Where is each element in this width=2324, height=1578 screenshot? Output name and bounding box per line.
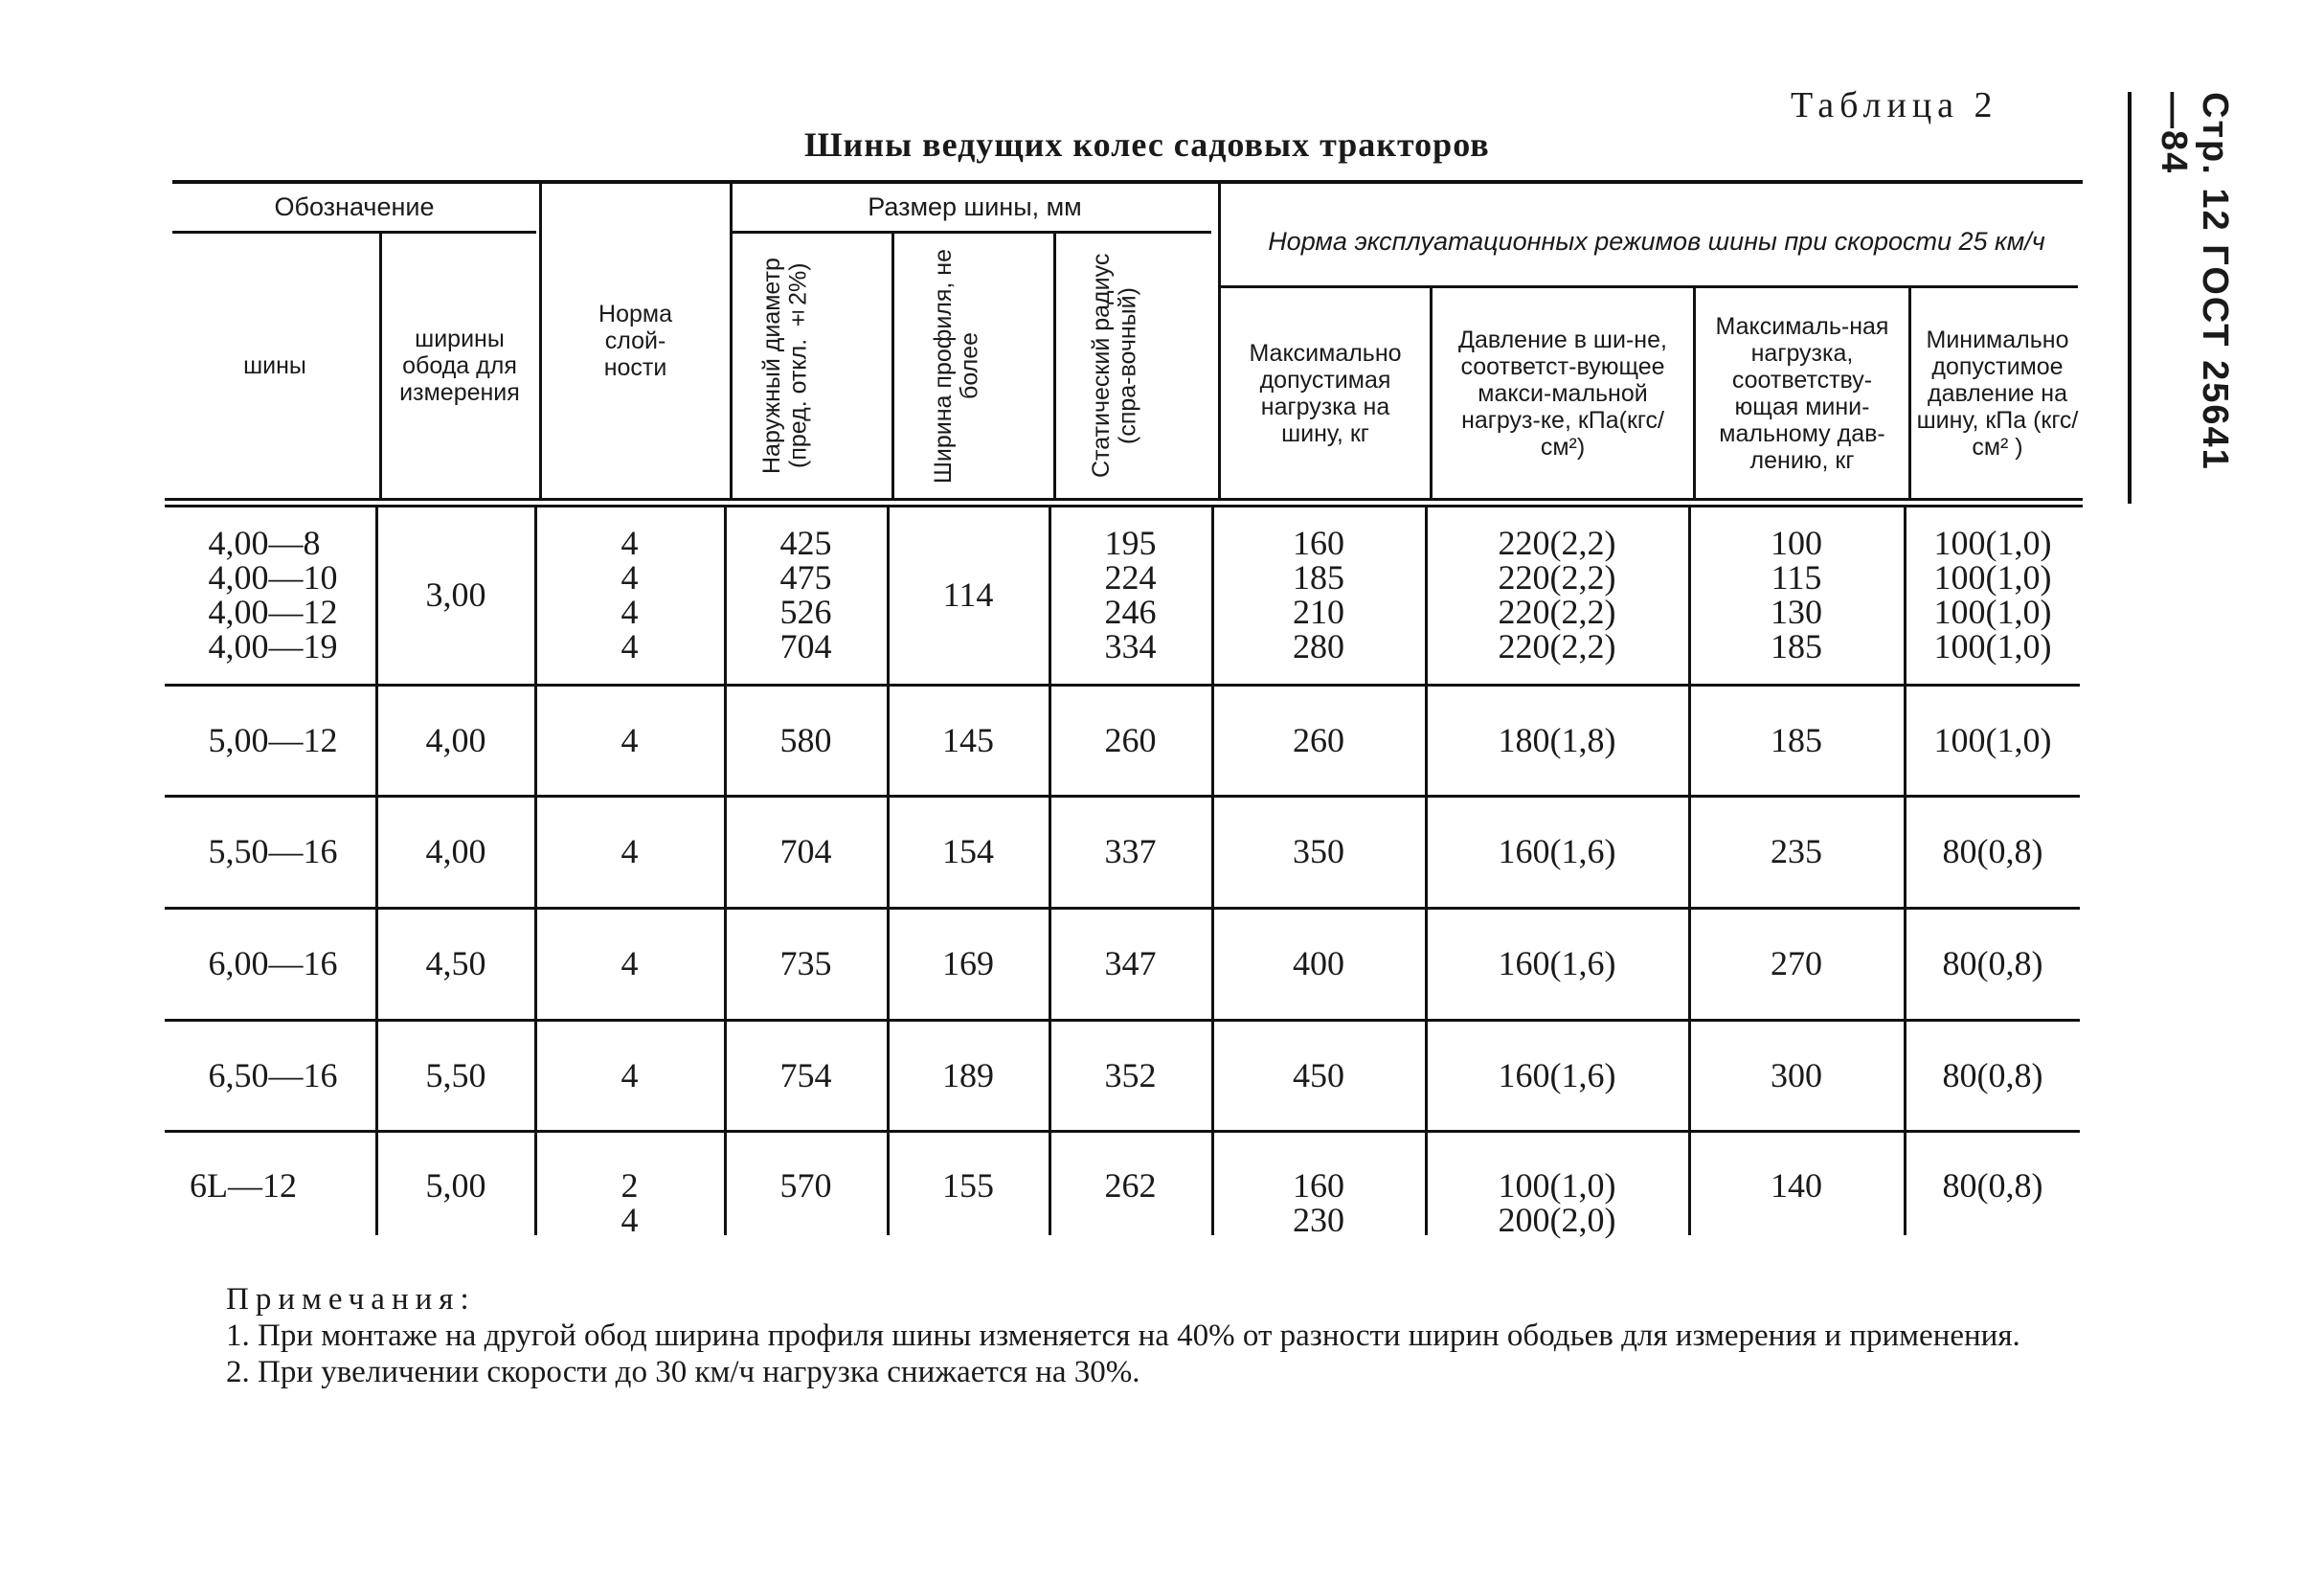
row-6-ply: 2 4 (620, 1166, 639, 1239)
row-3-pressure: 160(1,6) (1498, 832, 1616, 870)
row-6-pressure: 100(1,0) 200(2,0) (1498, 1166, 1616, 1239)
header-norma-rezhimov: Норма эксплуатационных режимов шины при скорости 25 км/ч (1268, 226, 2045, 256)
row-4-width: 169 (942, 944, 994, 982)
row-6-rim: 5,00 (425, 1166, 486, 1205)
row-5-load-min: 300 (1771, 1056, 1822, 1094)
row-1-min-pressure: 100(1,0) 100(1,0) 100(1,0) 100(1,0) (1933, 524, 2052, 665)
row-1-rim: 3,00 (425, 575, 486, 614)
row-5-diameter: 754 (779, 1056, 832, 1094)
row-divider-5 (165, 1130, 2080, 1133)
row-5-tire: 6,50—16 (208, 1056, 338, 1094)
row-2-load-min: 185 (1771, 721, 1822, 759)
row-5-ply: 4 (620, 1056, 639, 1094)
row-1-radius: 195 224 246 334 (1104, 524, 1157, 665)
row-2-diameter: 580 (779, 721, 832, 759)
notes-title: Примечания: (226, 1282, 476, 1317)
row-3-min-pressure: 80(0,8) (1942, 832, 2043, 870)
row-3-tire: 5,50—16 (208, 832, 338, 870)
header-shirina-profilya: Ширина профиля, не более (929, 248, 982, 484)
row-6-min-pressure: 80(0,8) (1942, 1166, 2043, 1205)
header-vline-7 (1430, 288, 1433, 498)
row-3-width: 154 (942, 832, 994, 870)
row-4-rim: 4,50 (425, 944, 486, 982)
row-1-pressure: 220(2,2) 220(2,2) 220(2,2) 220(2,2) (1498, 524, 1616, 665)
row-2-radius: 260 (1104, 721, 1157, 759)
header-vline-3 (730, 184, 733, 498)
row-4-ply: 4 (620, 944, 639, 982)
row-3-radius: 337 (1104, 832, 1157, 870)
table-label: Таблица 2 (1791, 85, 1998, 125)
header-shiriny-oboda: ширины обода для измерения (399, 326, 520, 406)
header-razmer-shiny: Размер шины, мм (868, 192, 1082, 221)
row-5-max-load: 450 (1293, 1056, 1344, 1094)
row-4-diameter: 735 (779, 944, 832, 982)
row-6-radius: 262 (1104, 1166, 1157, 1205)
header-staticheskiy-radius: Статический радиус (спра-вочный) (1088, 253, 1141, 479)
header-divider-norma (1221, 285, 2078, 288)
header-shiny: шины (243, 352, 306, 379)
row-4-pressure: 160(1,6) (1498, 944, 1616, 982)
table-title: Шины ведущих колес садовых тракторов (804, 125, 1490, 164)
header-norma-sloynosti: Норма слой-ности (598, 301, 672, 381)
row-1-max-load: 160 185 210 280 (1293, 524, 1344, 665)
row-4-min-pressure: 80(0,8) (1942, 944, 2043, 982)
row-1-tire: 4,00—8 4,00—10 4,00—12 4,00—19 (208, 524, 338, 665)
header-vline-9 (1908, 288, 1911, 498)
row-1-ply: 4 4 4 4 (620, 524, 639, 665)
row-2-rim: 4,00 (425, 721, 486, 759)
header-oboznachenie: Обозначение (274, 192, 435, 221)
header-divider-oboznachenie (172, 231, 536, 234)
header-vline-2 (539, 184, 542, 498)
row-5-radius: 352 (1104, 1056, 1157, 1094)
note-2: 2. При увеличении скорости до 30 км/ч нагрузка снижается на 30%. (226, 1355, 1140, 1389)
table-top-rule (172, 180, 2083, 184)
row-2-width: 145 (942, 721, 994, 759)
header-vline-1 (379, 234, 382, 498)
row-5-pressure: 160(1,6) (1498, 1056, 1616, 1094)
row-6-load-min: 140 (1771, 1166, 1822, 1205)
header-vline-4 (891, 234, 894, 498)
row-6-max-load: 160 230 (1293, 1166, 1344, 1239)
side-label-text: Стр. 12 ГОСТ 25641—84 (2154, 92, 2235, 471)
header-davlenie-max: Давление в ши-не, соответст-вующее макси-мальной нагруз-ке, кПа(кгс/см²) (1458, 327, 1667, 461)
header-naruzhny-diametr: Наружный диаметр (пред. откл. ±2%) (757, 258, 811, 474)
header-vline-8 (1693, 288, 1696, 498)
row-3-load-min: 235 (1771, 832, 1822, 870)
row-1-load-min: 100 115 130 185 (1771, 524, 1822, 665)
row-4-tire: 6,00—16 (208, 944, 338, 982)
header-max-nagruzka-min-davl: Максималь-ная нагрузка, соответству-ющая мини-мальному дав-лению, кг (1715, 313, 1889, 474)
row-1-diameter: 425 475 526 704 (779, 524, 832, 665)
row-5-min-pressure: 80(0,8) (1942, 1056, 2043, 1094)
row-4-max-load: 400 (1293, 944, 1344, 982)
row-1-width: 114 (942, 575, 994, 614)
header-bottom-rule-1 (165, 498, 2083, 501)
header-min-davlenie: Минимально допустимое давление на шину, кПа (кгс/см² ) (1916, 327, 2079, 461)
row-5-rim: 5,50 (425, 1056, 486, 1094)
header-max-nagruzka: Максимально допустимая нагрузка на шину, кг (1249, 340, 1402, 447)
row-3-diameter: 704 (779, 832, 832, 870)
header-vline-5 (1053, 234, 1056, 498)
row-2-min-pressure: 100(1,0) (1933, 721, 2052, 759)
note-1: 1. При монтаже на другой обод ширина профиля шины изменяется на 40% от разности ширин ободьев для измерения и применения. (226, 1319, 2020, 1353)
row-2-max-load: 260 (1293, 721, 1344, 759)
header-divider-razmer (733, 231, 1211, 234)
header-vline-6 (1218, 184, 1221, 498)
row-6-diameter: 570 (779, 1166, 832, 1205)
row-2-tire: 5,00—12 (208, 721, 338, 759)
notes-section (163, 1281, 2107, 1390)
row-3-max-load: 350 (1293, 832, 1344, 870)
row-6-tire: 6L—12 (190, 1166, 297, 1205)
row-5-width: 189 (942, 1056, 994, 1094)
row-2-pressure: 180(1,8) (1498, 721, 1616, 759)
row-4-load-min: 270 (1771, 944, 1822, 982)
row-6-width: 155 (942, 1166, 994, 1205)
row-2-ply: 4 (620, 721, 639, 759)
row-4-radius: 347 (1104, 944, 1157, 982)
row-3-rim: 4,00 (425, 832, 486, 870)
row-3-ply: 4 (620, 832, 639, 870)
